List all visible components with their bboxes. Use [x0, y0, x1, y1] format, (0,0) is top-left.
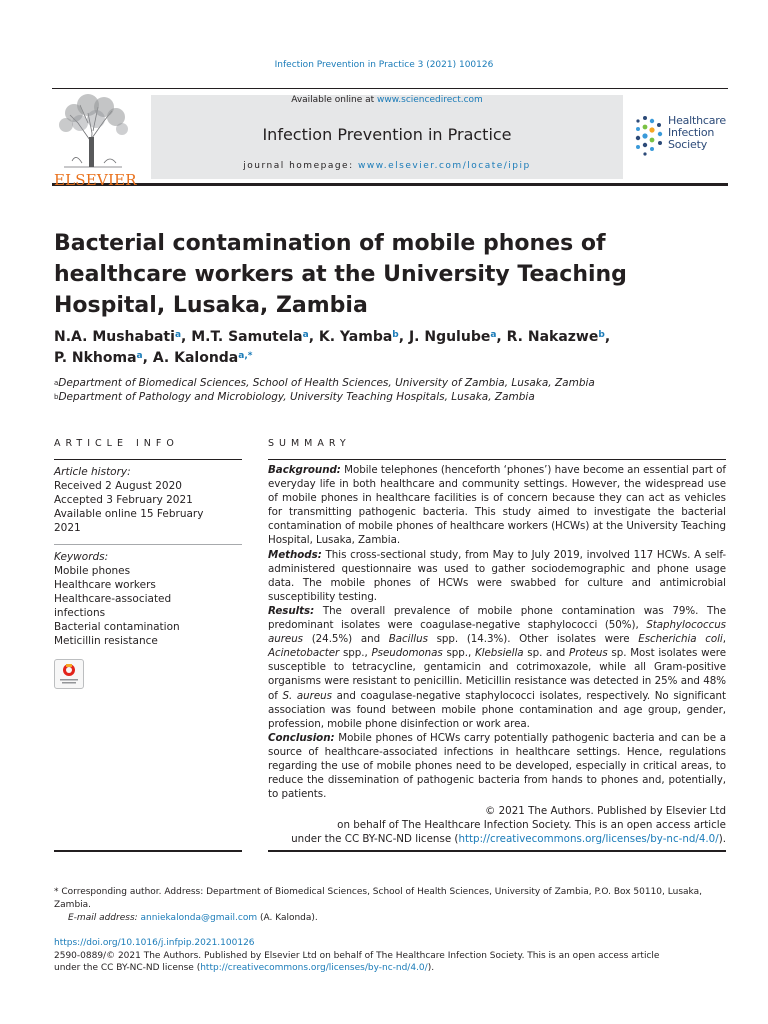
summary-conclusion: Conclusion: Mobile phones of HCWs carry potentially pathogenic bacteria and can be a source of healthcare-associated infections in healthcare settings. Hence, regulations regarding the use of mobile phones need to be developed, especially in critical areas, to reduce the dissemination of pathogenic bacteria from hands to phones and, potentially, to patients.: [268, 731, 726, 801]
keyword: Healthcare workers: [54, 579, 156, 591]
tree-icon: [52, 93, 134, 171]
keyword: Mobile phones: [54, 565, 131, 577]
online-date: Available online 15 February: [54, 508, 204, 520]
journal-masthead: [52, 88, 728, 189]
masthead-center-panel: [151, 95, 623, 179]
accepted-date: Accepted 3 February 2021: [54, 494, 193, 506]
article-info-heading: ARTICLE INFO: [54, 438, 179, 449]
summary-methods: Methods: This cross-sectional study, from May to July 2019, involved 117 HCWs. A self-administered questionnaire was used to gather sociodemographic and phone usage data. The mobile phones of HCWs were swabbed for culture and antimicrobial susceptibility testing.: [268, 548, 726, 603]
elsevier-wordmark: ELSEVIER: [54, 171, 137, 189]
author[interactable]: A. Kalonda: [152, 350, 239, 366]
summary-background: Background: Mobile telephones (henceforth ‘phones’) have become an essential part of everyday life in both healthcare and community settings. However, the widespread use of mobile phones in healthcare facilities is of concern because they can act as vehicles for transmitting pathogenic bacteria. This study aimed to investigate the bacterial contamination of mobile phones of healthcare workers (HCWs) at the University Teaching Hospital, Lusaka, Zambia.: [268, 464, 726, 547]
available-online-line: Available online at www.sciencedirect.com: [291, 95, 483, 105]
article-info-bottom-rule: [54, 850, 242, 852]
summary-rule: [268, 459, 726, 460]
author[interactable]: K. Yamba: [318, 329, 393, 345]
author[interactable]: R. Nakazwe: [506, 329, 599, 345]
author[interactable]: M.T. Samutela: [191, 329, 303, 345]
summary-heading: SUMMARY: [268, 438, 351, 449]
sciencedirect-link[interactable]: www.sciencedirect.com: [377, 95, 483, 105]
keyword: Bacterial contamination: [54, 621, 180, 633]
journal-title: Infection Prevention in Practice: [262, 125, 512, 144]
author-affiliation-mark[interactable]: a: [490, 330, 497, 340]
healthcare-infection-society-logo: [634, 107, 728, 161]
online-date-year: 2021: [54, 522, 81, 534]
keyword: infections: [54, 607, 106, 619]
keywords: Keywords: Mobile phones Healthcare workers Healthcare-associated infections Bacterial contamination Meticillin resistance: [54, 550, 224, 648]
summary-body: [268, 463, 726, 801]
email-link[interactable]: anniekalonda@gmail.com: [140, 913, 258, 923]
license-link[interactable]: http://creativecommons.org/licenses/by-nc-nd/4.0/: [458, 833, 719, 846]
doi-license-link[interactable]: http://creativecommons.org/licenses/by-nc-nd/4.0/: [200, 963, 428, 973]
author[interactable]: J. Ngulube: [408, 329, 491, 345]
received-date: Received 2 August 2020: [54, 480, 182, 492]
journal-reference[interactable]: Infection Prevention in Practice 3 (2021) 100126: [274, 60, 494, 70]
journal-homepage-line: journal homepage: www.elsevier.com/locate/ipip: [243, 161, 531, 171]
article-history: Article history: Received 2 August 2020 Accepted 3 February 2021 Available online 15 February 2021: [54, 465, 224, 535]
corresponding-author-footnote: * Corresponding author. Address: Department of Biomedical Sciences, School of Health Sciences, University of Zambia, P.O. Box 50110, Lusaka, Zambia. E-mail address: anniekalonda@gmail.com (A. Kalonda).: [54, 887, 702, 923]
society-name: Healthcare Infection Society: [668, 114, 726, 151]
keywords-rule: [54, 544, 242, 545]
article-title: Bacterial contamination of mobile phones of healthcare workers at the University Teaching Hospital, Lusaka, Zambia: [54, 231, 627, 318]
doi-link[interactable]: https://doi.org/10.1016/j.infpip.2021.100126: [54, 938, 255, 948]
check-for-updates-icon: [55, 660, 83, 688]
journal-homepage-link[interactable]: www.elsevier.com/locate/ipip: [358, 161, 531, 171]
doi-block: https://doi.org/10.1016/j.infpip.2021.100126 2590-0889/© 2021 The Authors. Published by Elsevier Ltd on behalf of The Healthcare Infection Society. This is an open access article under the CC BY-NC-ND license (http://creativecommons.org/licenses/by-nc-nd/4.0/).: [54, 937, 730, 975]
elsevier-tree-logo: [52, 93, 137, 189]
article-info-rule: [54, 459, 242, 460]
author-affiliation-mark[interactable]: a: [302, 330, 309, 340]
summary-bottom-rule: [268, 850, 726, 852]
author-affiliation-mark[interactable]: a,*: [238, 351, 253, 361]
author-affiliation-mark[interactable]: b: [392, 330, 399, 340]
author-affiliation-mark[interactable]: b: [598, 330, 605, 340]
author-affiliation-mark[interactable]: a: [136, 351, 143, 361]
check-for-updates-button[interactable]: [54, 659, 84, 689]
affiliation: $^b$Department of Pathology and Microbiology, University Teaching Hospitals, Lusaka, Zambia: [54, 391, 535, 403]
author-affiliation-mark[interactable]: a: [174, 330, 182, 340]
affiliation-list: [54, 376, 734, 404]
summary-results: Results: The overall prevalence of mobile phone contamination was 79%. The predominant isolates were coagulase-negative staphylococci (50%), Staphylococcus aureus (24.5%) and Bacillus spp. (14.3%). Other isolates were Escherichia coli, Acinetobacter spp., Pseudomonas spp., Klebsiella sp. and Proteus sp. Most isolates were susceptible to tetracycline, gentamicin and cotrimoxazole, while all Gram-positive organisms were resistant to penicillin. Meticillin resistance was detected in 25% and 48% of S. aureus and coagulase-negative staphylococci isolates, respectively. No significant association was found between mobile phone contamination and age group, gender, profession, mobile phone disinfection or work area.: [268, 604, 727, 730]
author[interactable]: N.A. Mushabati: [54, 329, 175, 345]
keyword: Meticillin resistance: [54, 635, 158, 647]
copyright-notice: © 2021 The Authors. Published by Elsevier Ltd on behalf of The Healthcare Infection Society. This is an open access article under the CC BY-NC-ND license (http://creativecommons.org/licenses/by-nc-nd/4.0/).: [291, 805, 726, 846]
keyword: Healthcare-associated: [54, 593, 172, 605]
author-list: N.A. Mushabati$^a$, M.T. Samutela$^a$, K. Yamba$^b$, J. Ngulube$^a$, R. Nakazwe$^b$, P. Nkhoma$^a$, A. Kalonda$^{a,*}$: [54, 329, 611, 366]
author[interactable]: P. Nkhoma: [54, 350, 137, 366]
society-dots-icon: [634, 113, 666, 159]
affiliation: $^a$Department of Biomedical Sciences, School of Health Sciences, University of Zambia, Lusaka, Zambia: [54, 377, 595, 389]
